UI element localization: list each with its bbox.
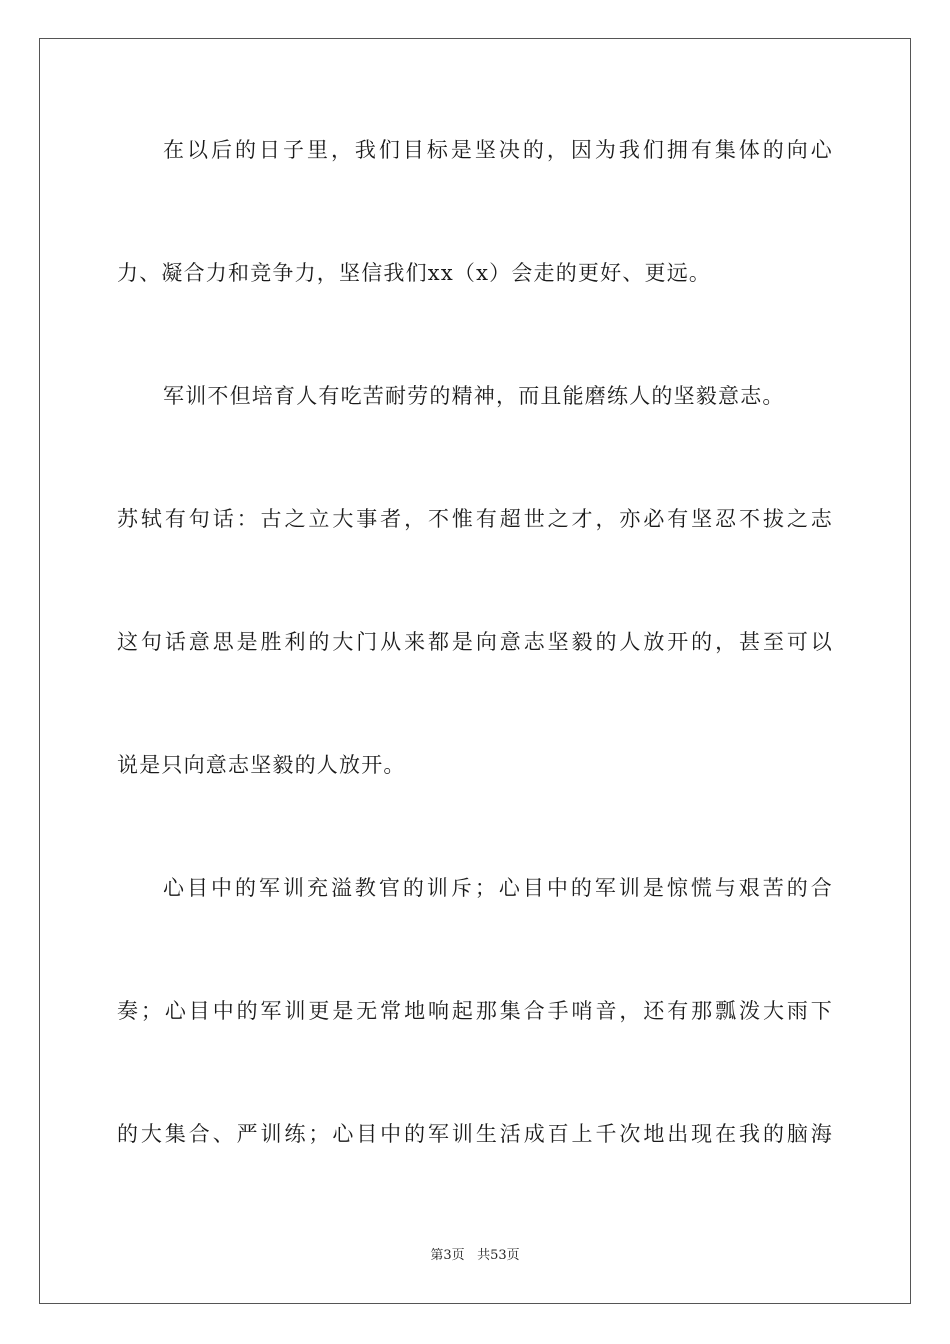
text-line-9: 的大集合、严训练；心目中的军训生活成百上千次地出现在我的脑海 [117,1122,833,1146]
page-number: 第3页 [430,1248,465,1263]
text-line-4: 苏轼有句话：古之立大事者，不惟有超世之才，亦必有坚忍不拔之志 [117,507,833,531]
page-footer [0,1247,950,1265]
text-line-6: 说是只向意志坚毅的人放开。 [117,753,406,777]
text-line-2: 力、凝合力和竞争力，坚信我们xx（x）会走的更好、更远。 [117,261,712,285]
page-total: 共53页 [477,1248,520,1263]
text-line-3: 军训不但培育人有吃苦耐劳的精神，而且能磨练人的坚毅意志。 [163,384,785,408]
text-line-7: 心目中的军训充溢教官的训斥；心目中的军训是惊慌与艰苦的合 [163,876,833,900]
text-line-1: 在以后的日子里，我们目标是坚决的，因为我们拥有集体的向心 [163,138,833,162]
page-border [39,38,911,1304]
text-line-5: 这句话意思是胜利的大门从来都是向意志坚毅的人放开的，甚至可以 [117,630,833,654]
text-line-8: 奏；心目中的军训更是无常地响起那集合手哨音，还有那瓢泼大雨下 [117,999,833,1023]
